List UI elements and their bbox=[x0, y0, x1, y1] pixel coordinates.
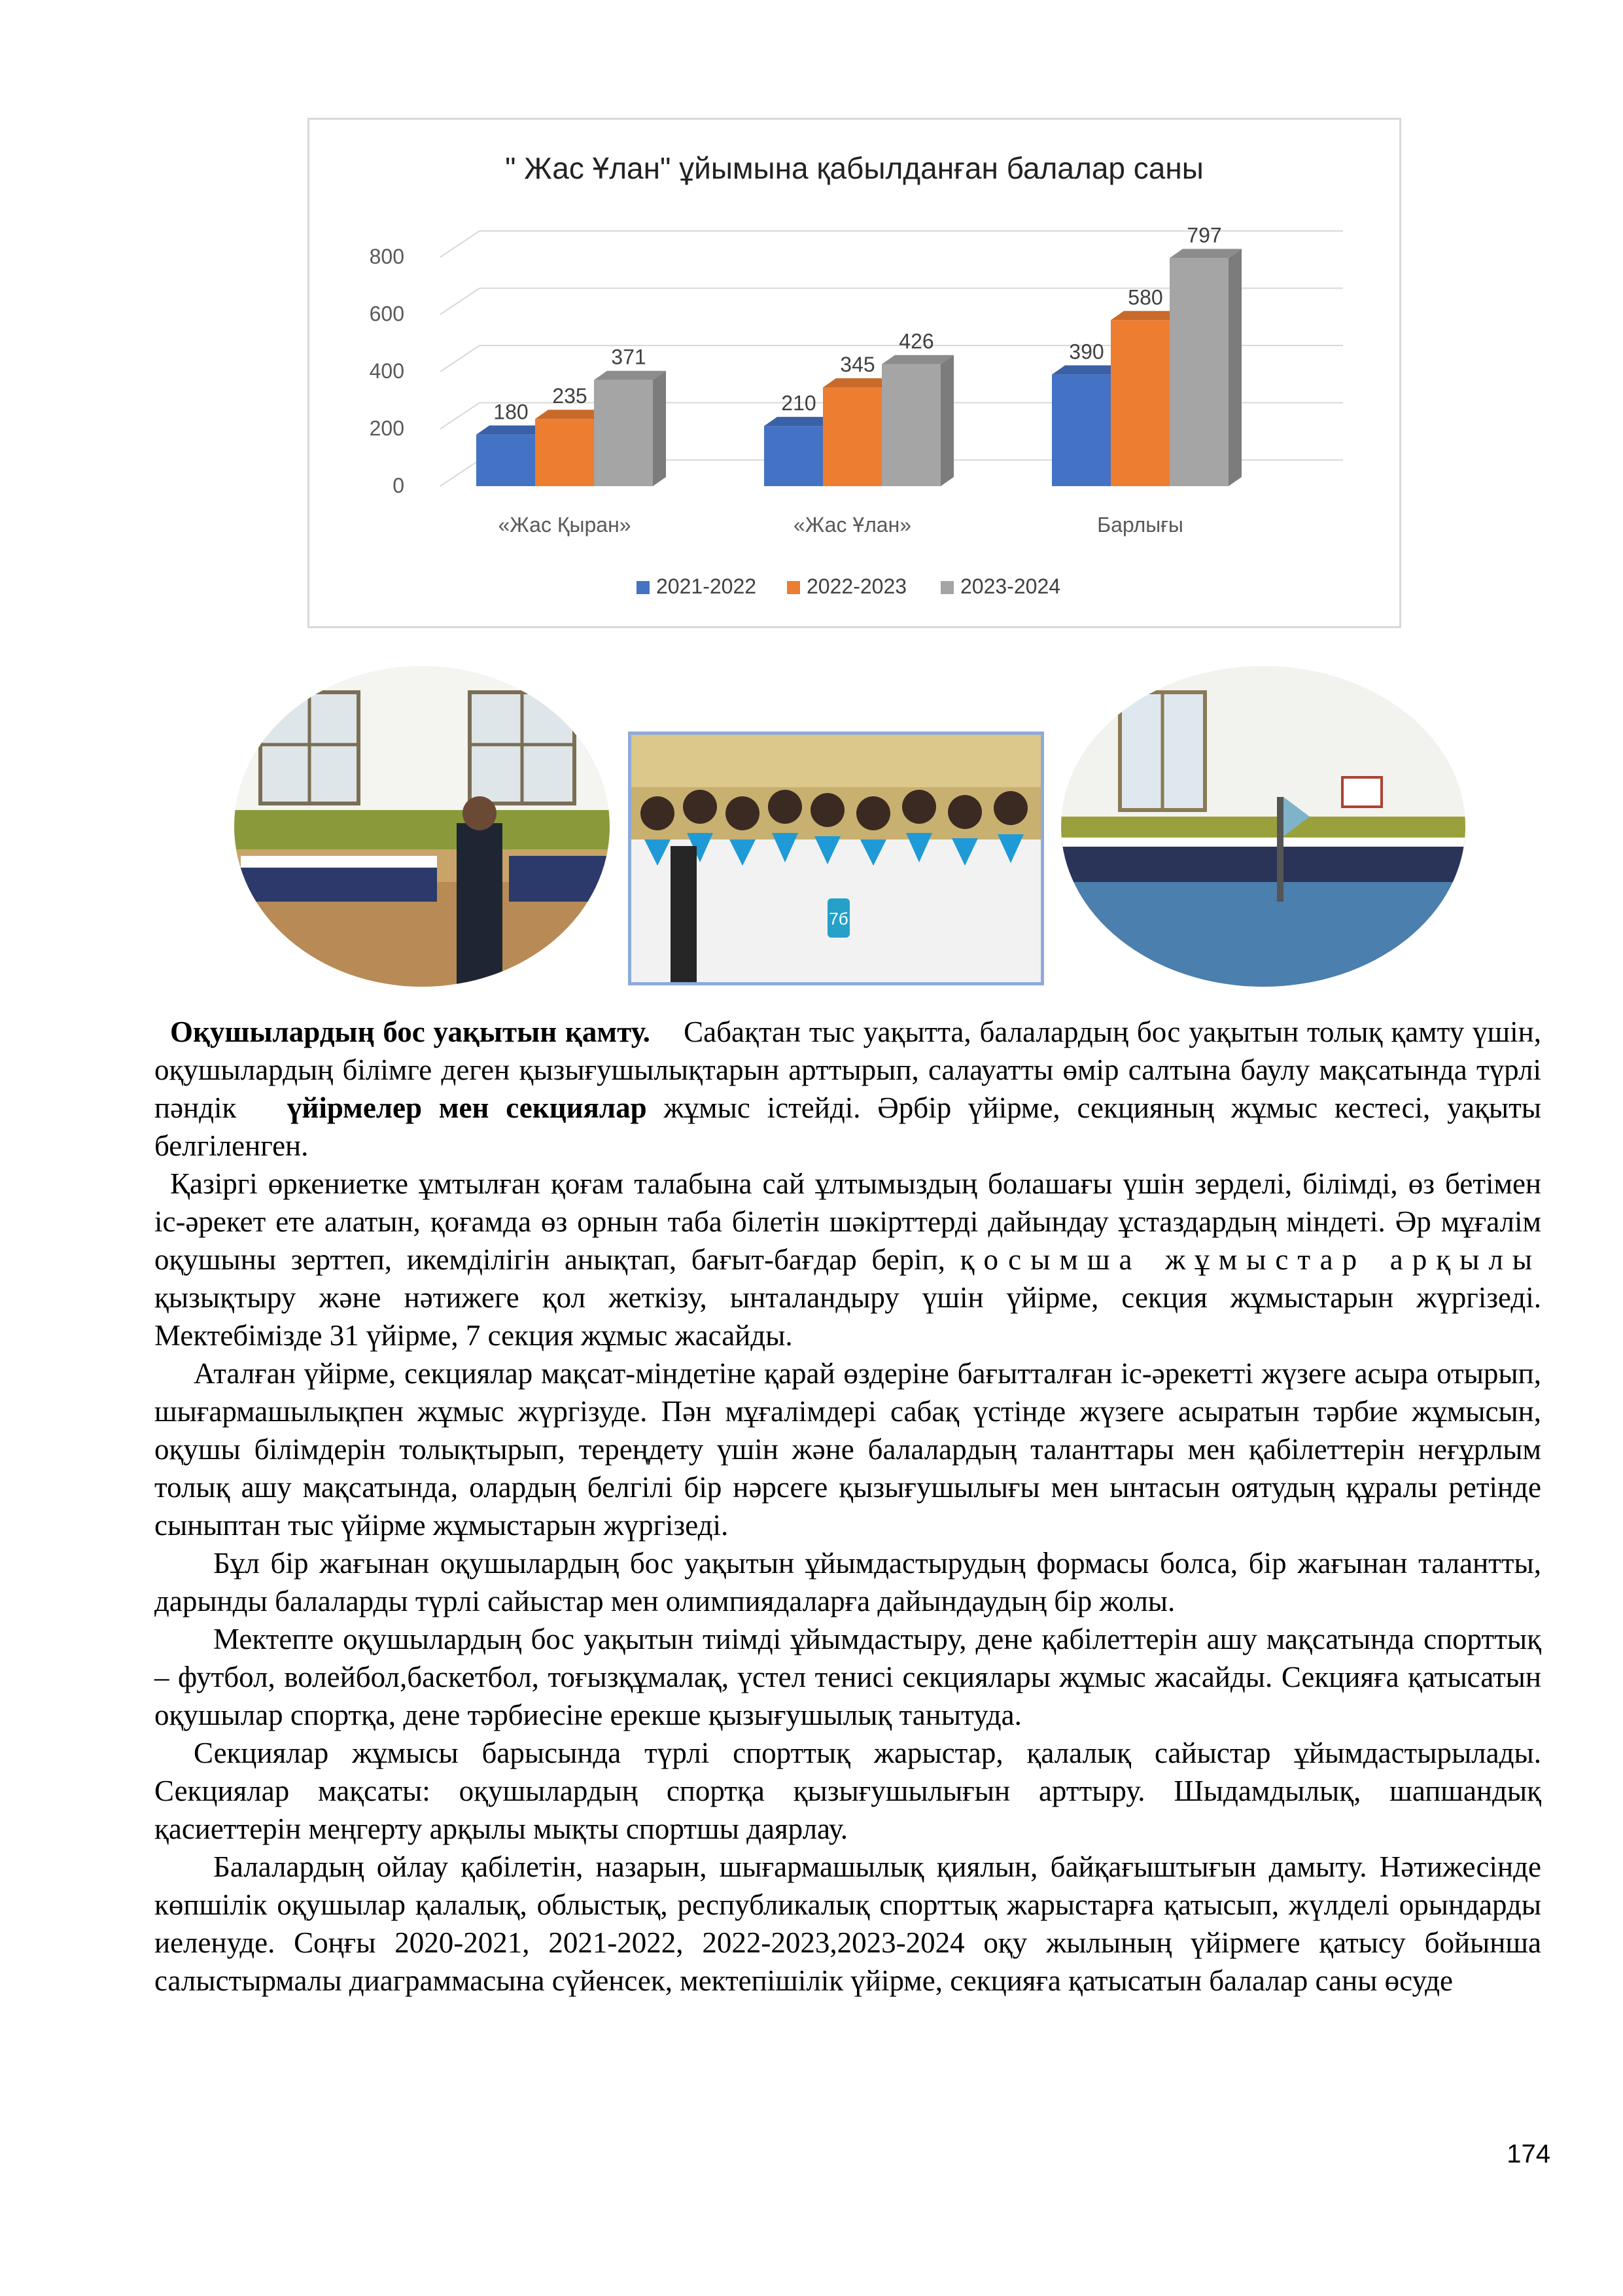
y-tick-label: 600 bbox=[369, 302, 404, 326]
data-label: 180 bbox=[493, 400, 529, 424]
gridline-depth bbox=[440, 231, 480, 257]
bar bbox=[1111, 320, 1170, 486]
article-text bbox=[154, 1013, 1541, 2000]
legend-swatch bbox=[787, 581, 800, 594]
legend-swatch bbox=[637, 581, 650, 594]
legend-swatch bbox=[941, 581, 954, 594]
paragraph-2-spaced: қосымша жұмыстар арқылы bbox=[960, 1243, 1542, 1276]
paragraph-6: Секциялар жұмысы барысында түрлі спорттық жарыстар, қалалық сайыстар ұйымдастырылады. Секциялар мақсаты: оқушылардың спортқа қызығушылығын арттыру. Шыдамдылық, шапшандық қасиеттерін меңгерту арқылы мықты спортшы даярлау. bbox=[154, 1737, 1541, 1845]
photo-students-uniform bbox=[628, 732, 1044, 985]
bar bbox=[764, 426, 823, 486]
data-label: 235 bbox=[552, 384, 587, 408]
gridline-depth bbox=[440, 345, 480, 372]
paragraph-1-text-b: жұмыс істейді. Әрбір үйірме, секцияның жұмыс кестесі, уақыты белгіленген. bbox=[154, 1091, 1542, 1162]
legend-label: 2022-2023 bbox=[807, 574, 907, 598]
paragraph-7: Балалардың ойлау қабілетін, назарын, шығармашылық қиялын, байқағыштығын дамыту. Нәтижесінде көпшілік оқушылар қалалық, облыстық, республикалық спорттық жарыстарға қатысып, жүлделі орындарды иеленуде. Соңғы 2020-2021, 2021-2022, 2022-2023,2023-2024 оқу жылының үйірмеге қатысу бойынша салыстырмалы диаграммасына сүйенсек, мектепішілік үйірме, секцияға қатысатын балалар саны өсуде bbox=[154, 1850, 1541, 1997]
category-label: «Жас Ұлан» bbox=[793, 513, 912, 537]
legend-label: 2023-2024 bbox=[960, 574, 1061, 598]
gridline-depth bbox=[440, 460, 480, 486]
y-tick-label: 200 bbox=[369, 416, 404, 440]
bar bbox=[476, 434, 535, 486]
chart-canvas bbox=[309, 120, 1399, 626]
y-tick-label: 800 bbox=[369, 245, 404, 268]
bar bbox=[1052, 374, 1111, 486]
gridline-depth bbox=[440, 289, 480, 315]
gridline-depth bbox=[440, 403, 480, 429]
paragraph-2-text-a: Қазіргі өркениетке ұмтылған қоғам талабына сай ұлтымыздың болашағы үшін зерделі, білімді, өз бетімен іс-әрекет ете алатын, қоғамда өз орнын таба білетін шәкірттерді дайындау ұстаздардың міндеті. Әр мұғалім оқушыны зерттеп, икемділігін анықтап, бағыт-бағдар беріп, bbox=[154, 1167, 1541, 1276]
bar bbox=[823, 387, 882, 486]
data-label: 580 bbox=[1128, 285, 1163, 309]
paragraph-5: Мектепте оқушылардың бос уақытын тиімді ұйымдастыру, дене қабілеттерін ашу мақсатында спорттық – футбол, волейбол,баскетбол, тоғызқұмалақ, үстел тенисі секциялары жұмыс жасайды. Секцияға қатысатын оқушылар спортқа, дене тәрбиесіне ерекше қызығушылық танытуда. bbox=[154, 1623, 1541, 1731]
paragraph-1 bbox=[154, 1013, 1541, 1165]
legend-label: 2021-2022 bbox=[656, 574, 757, 598]
paragraph-3: Аталған үйірме, секциялар мақсат-міндетіне қарай өздеріне бағытталған іс-әрекетті жүзеге асыра отырып, шығармашылықпен жұмыс жүргізуде. Пән мұғалімдері сабақ үстінде жүзеге асыратын тәрбие жұмысын, оқушы білімдерін толықтырып, тереңдету үшін және балалардың таланттары мен қабілеттерін неғұрлым толық ашу мақсатында, олардың белгілі бір нәрсеге қызығушылығы мен ынтасын оятудың құралы ретінде сыныптан тыс үйірме жұмыстарын жүргізеді. bbox=[154, 1357, 1541, 1542]
bar bbox=[882, 364, 941, 486]
category-label: «Жас Қыран» bbox=[498, 513, 631, 537]
data-label: 797 bbox=[1187, 223, 1222, 247]
paragraph-1-bold: үйірмелер мен секциялар bbox=[287, 1091, 647, 1124]
class-sign-label: 7б bbox=[829, 909, 848, 928]
bar-side bbox=[941, 355, 954, 486]
data-label: 210 bbox=[781, 391, 816, 415]
bar bbox=[1170, 258, 1229, 486]
photo-school-event bbox=[234, 666, 610, 987]
data-label: 426 bbox=[899, 329, 934, 353]
photo-gym-assembly bbox=[1061, 666, 1465, 987]
bar-side bbox=[653, 371, 666, 486]
bar-side bbox=[1229, 249, 1242, 486]
data-label: 371 bbox=[611, 345, 646, 369]
section-heading: Оқушылардың бос уақытын қамту. bbox=[170, 1016, 650, 1048]
data-label: 345 bbox=[840, 353, 875, 377]
y-tick-label: 0 bbox=[393, 474, 404, 497]
y-tick-label: 400 bbox=[369, 359, 404, 383]
bar-chart bbox=[307, 118, 1401, 628]
bar bbox=[535, 419, 594, 486]
data-label: 390 bbox=[1069, 340, 1104, 364]
paragraph-2-text-b: қызықтыру және нәтижеге қол жеткізу, ынталандыру үшін үйірме, секция жұмыстарын жүргізеді. Мектебімізде 31 үйірме, 7 секция жұмыс жасайды. bbox=[154, 1281, 1541, 1352]
category-label: Барлығы bbox=[1097, 513, 1183, 537]
paragraph-2 bbox=[154, 1165, 1541, 1354]
page-number: 174 bbox=[1507, 2140, 1550, 2168]
paragraph-1-text-a: Сабақтан тыс уақытта, балалардың бос уақытын толық қамту үшін, оқушылардың білімге деген қызығушылықтарын арттырып, салауатты өмір салтына баулу мақсатында түрлі пәндік bbox=[154, 1016, 1541, 1124]
chart-title: " Жас Ұлан" ұйымына қабылданған балалар саны bbox=[505, 151, 1204, 185]
paragraph-4: Бұл бір жағынан оқушылардың бос уақытын ұйымдастырудың формасы болса, бір жағынан талантты, дарынды балаларды түрлі сайыстар мен олимпиядаларға дайындаудың бір жолы. bbox=[154, 1547, 1541, 1617]
bar bbox=[594, 380, 653, 486]
